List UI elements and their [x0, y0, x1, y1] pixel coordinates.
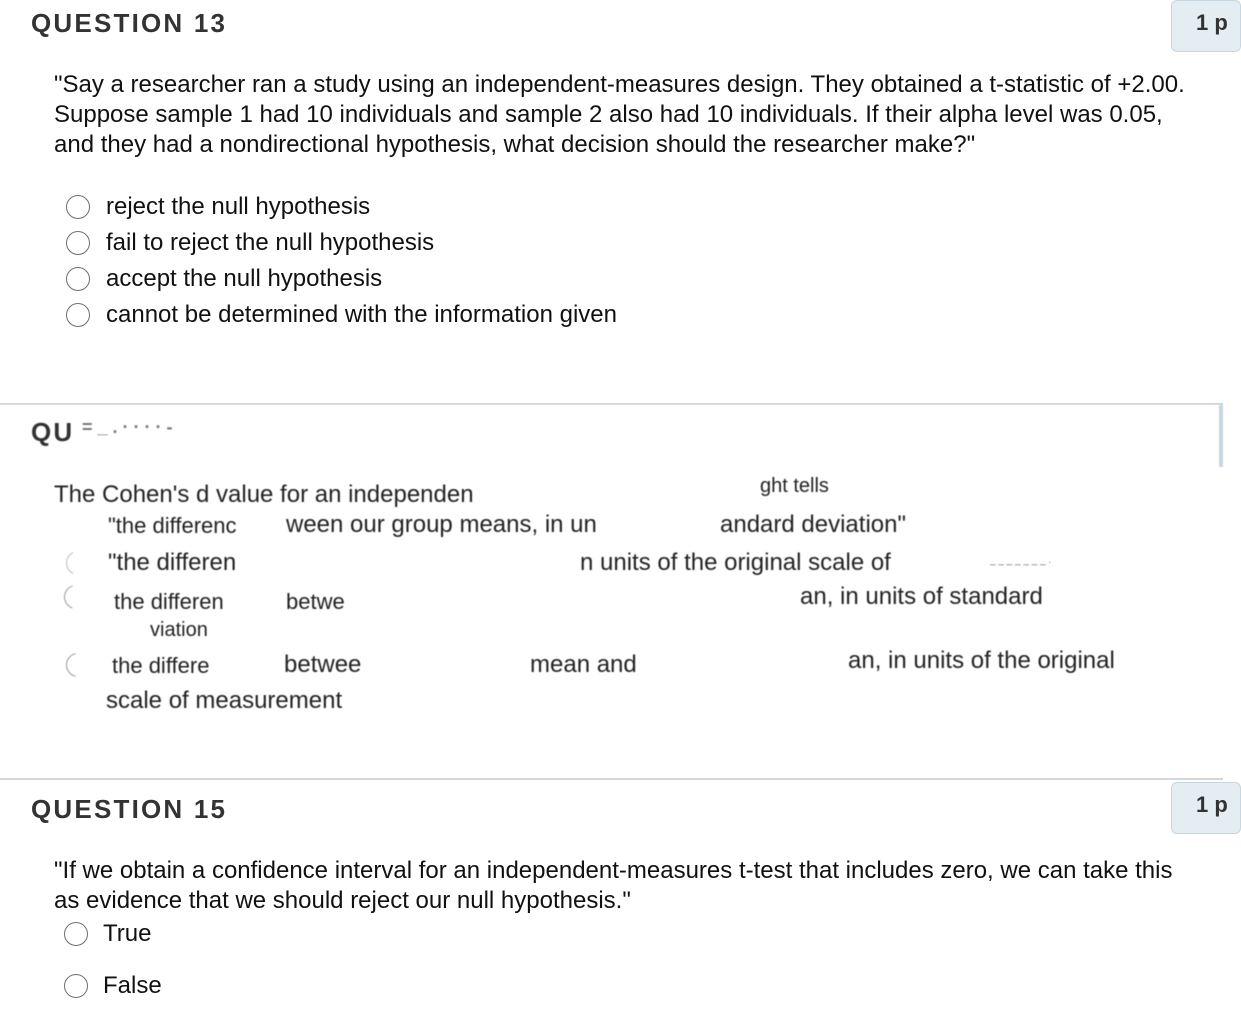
garbled-text: The Cohen's d value for an independen — [54, 481, 474, 508]
question-14-obscured — [0, 405, 1223, 778]
option-label: False — [103, 972, 162, 999]
radio-button[interactable] — [64, 974, 88, 998]
question-15 — [0, 780, 1228, 1019]
garbled-text: betwee — [284, 651, 362, 678]
option-label: fail to reject the null hypothesis — [106, 229, 435, 256]
option-accept-null[interactable] — [66, 264, 382, 294]
garbled-text: andard deviation" — [720, 511, 906, 538]
radio-button[interactable] — [66, 267, 90, 291]
option-cannot-be-determined[interactable] — [66, 300, 617, 330]
garbled-text: scale of measurement — [106, 687, 343, 714]
option-fail-to-reject-null[interactable] — [66, 228, 434, 258]
garbled-text: the differe — [112, 653, 210, 678]
option-true[interactable] — [64, 919, 151, 949]
option-reject-null[interactable] — [66, 192, 370, 222]
question-15-points-badge: 1 p — [1171, 782, 1241, 834]
radio-button[interactable] — [64, 585, 88, 609]
option-label: accept the null hypothesis — [106, 265, 383, 292]
badge-edge — [1219, 405, 1223, 467]
question-13 — [0, 0, 1228, 404]
question-14-title-fragment: QU — [31, 417, 75, 447]
garbled-text: ght tells — [760, 475, 829, 497]
radio-button[interactable] — [66, 195, 90, 219]
option-label: cannot be determined with the information given — [106, 301, 617, 328]
question-15-text: "If we obtain a confidence interval for an independent-measures t-test that includes zero, we can take this as evidence that we should reject our null hypothesis." — [54, 857, 1173, 914]
radio-button[interactable] — [66, 231, 90, 255]
question-15-title: QUESTION 15 — [31, 794, 228, 824]
garbled-text: viation — [150, 619, 208, 641]
radio-button[interactable] — [66, 551, 90, 575]
radio-button[interactable] — [66, 653, 90, 677]
option-label: reject the null hypothesis — [106, 193, 371, 220]
garbled-text: betwe — [286, 589, 345, 614]
garbled-fragment: = _ . · · · · - — [82, 417, 173, 437]
option-label: True — [103, 920, 152, 947]
garbled-text: "the differen — [108, 549, 237, 576]
option-false[interactable] — [64, 971, 162, 1001]
garbled-text: "the differenc — [108, 513, 237, 538]
radio-button[interactable] — [66, 303, 90, 327]
garbled-text: ween our group means, in un — [286, 511, 597, 538]
garbled-text: the differen — [114, 589, 224, 614]
question-13-text: "Say a researcher ran a study using an independent-measures design. They obtained a t-statistic of +2.00. Suppose sample 1 had 10 individuals and sample 2 also had 10 individuals. If their alpha level was 0.05, and they had a nondirectional hypothesis, what decision should the researcher make?" — [54, 71, 1185, 158]
garbled-text: n units of the original scale of — [580, 549, 891, 576]
garbled-text: mean and — [530, 651, 637, 678]
question-13-title: QUESTION 13 — [31, 8, 228, 38]
garbled-text: an, in units of the original — [848, 647, 1115, 674]
radio-button[interactable] — [64, 922, 88, 946]
question-13-points-badge: 1 p — [1171, 0, 1241, 52]
garbled-fragment: _ _ _ _ _ _ _ . — [990, 555, 1052, 566]
garbled-text: an, in units of standard — [800, 583, 1043, 610]
